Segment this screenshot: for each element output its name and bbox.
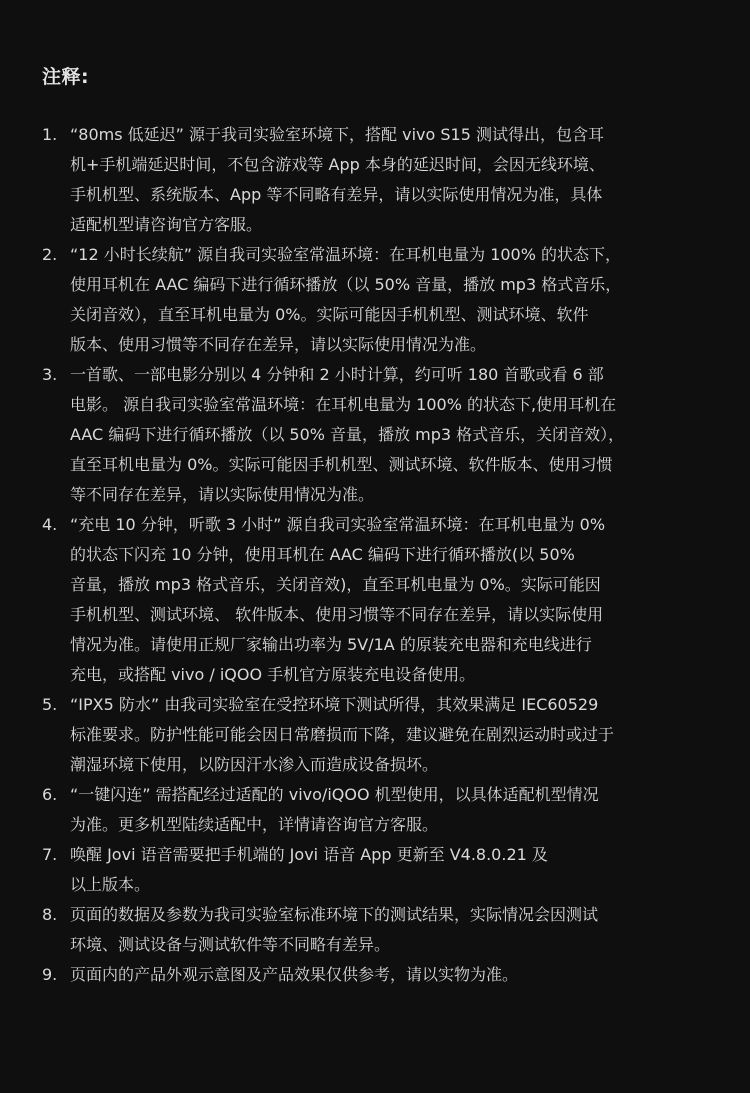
note-number: 1.: [42, 125, 58, 144]
note-number: 4.: [42, 515, 58, 534]
note-number: 7.: [42, 845, 58, 864]
note-text-line: 适配机型请咨询官方客服。: [70, 215, 263, 234]
note-text: [70, 120, 722, 240]
note-item: [42, 120, 722, 240]
notes-heading: 注释:: [42, 66, 90, 88]
note-text-line: AAC 编码下进行循环播放（以 50% 音量，播放 mp3 格式音乐，关闭音效），: [70, 425, 625, 444]
note-number: 3.: [42, 365, 58, 384]
note-text-line: “一键闪连” 需搭配经过适配的 vivo/iQOO 机型使用，以具体适配机型情况: [70, 785, 599, 804]
note-text-line: 页面的数据及参数为我司实验室标准环境下的测试结果，实际情况会因测试: [70, 905, 599, 924]
note-text-line: 一首歌、一部电影分别以 4 分钟和 2 小时计算，约可听 180 首歌或看 6 部: [70, 365, 604, 384]
note-item: [42, 960, 722, 990]
note-item: [42, 690, 722, 780]
note-text-line: “12 小时长续航” 源自我司实验室常温环境：在耳机电量为 100% 的状态下，: [70, 245, 622, 264]
note-number: 2.: [42, 245, 58, 264]
note-text: [70, 900, 722, 960]
note-text-line: 以上版本。: [70, 875, 151, 894]
note-item: [42, 900, 722, 960]
note-text-line: 直至耳机电量为 0%。实际可能因手机机型、测试环境、软件版本、使用习惯: [70, 455, 613, 474]
notes-list: [42, 120, 722, 990]
note-text-line: 使用耳机在 AAC 编码下进行循环播放（以 50% 音量，播放 mp3 格式音乐，: [70, 275, 622, 294]
note-text-line: “80ms 低延迟” 源于我司实验室环境下，搭配 vivo S15 测试得出，包含耳: [70, 125, 604, 144]
note-text: [70, 360, 722, 510]
note-text-line: 手机机型、测试环境、 软件版本、使用习惯等不同存在差异，请以实际使用: [70, 605, 604, 624]
note-item: [42, 360, 722, 510]
note-text: [70, 840, 722, 900]
note-text-line: 手机机型、系统版本、App 等不同略有差异，请以实际使用情况为准，具体: [70, 185, 603, 204]
note-text-line: “充电 10 分钟，听歌 3 小时” 源自我司实验室常温环境：在耳机电量为 0%: [70, 515, 606, 534]
note-number: 6.: [42, 785, 58, 804]
note-text-line: 机+手机端延迟时间，不包含游戏等 App 本身的延迟时间，会因无线环境、: [70, 155, 605, 174]
note-text: [70, 690, 722, 780]
note-text-line: 电影。 源自我司实验室常温环境：在耳机电量为 100% 的状态下,使用耳机在: [70, 395, 617, 414]
note-number: 8.: [42, 905, 58, 924]
note-text-line: 环境、测试设备与测试软件等不同略有差异。: [70, 935, 391, 954]
note-text: [70, 240, 722, 360]
note-text-line: 标准要求。防护性能可能会因日常磨损而下降，建议避免在剧烈运动时或过于: [70, 725, 615, 744]
note-number: 9.: [42, 965, 58, 984]
note-text-line: 充电，或搭配 vivo / iQOO 手机官方原装充电设备使用。: [70, 665, 476, 684]
note-text-line: 为准。更多机型陆续适配中，详情请咨询官方客服。: [70, 815, 439, 834]
note-text-line: 页面内的产品外观示意图及产品效果仅供参考，请以实物为准。: [70, 965, 519, 984]
note-text-line: 潮湿环境下使用，以防因汗水渗入而造成设备损坏。: [70, 755, 439, 774]
note-text-line: 音量，播放 mp3 格式音乐，关闭音效)，直至耳机电量为 0%。实际可能因: [70, 575, 601, 594]
note-text-line: 的状态下闪充 10 分钟，使用耳机在 AAC 编码下进行循环播放(以 50%: [70, 545, 575, 564]
note-text: [70, 780, 722, 840]
note-text-line: 唤醒 Jovi 语音需要把手机端的 Jovi 语音 App 更新至 V4.8.0.21 及: [70, 845, 548, 864]
note-item: [42, 840, 722, 900]
note-text: [70, 960, 722, 990]
note-text-line: 版本、使用习惯等不同存在差异，请以实际使用情况为准。: [70, 335, 487, 354]
note-text-line: 情况为准。请使用正规厂家输出功率为 5V/1A 的原装充电器和充电线进行: [70, 635, 592, 654]
note-text-line: “IPX5 防水” 由我司实验室在受控环境下测试所得，其效果满足 IEC60529: [70, 695, 599, 714]
note-text: [70, 510, 722, 690]
note-number: 5.: [42, 695, 58, 714]
note-text-line: 关闭音效），直至耳机电量为 0%。实际可能因手机机型、测试环境、软件: [70, 305, 589, 324]
note-item: [42, 780, 722, 840]
note-text-line: 等不同存在差异，请以实际使用情况为准。: [70, 485, 375, 504]
note-item: [42, 510, 722, 690]
note-item: [42, 240, 722, 360]
